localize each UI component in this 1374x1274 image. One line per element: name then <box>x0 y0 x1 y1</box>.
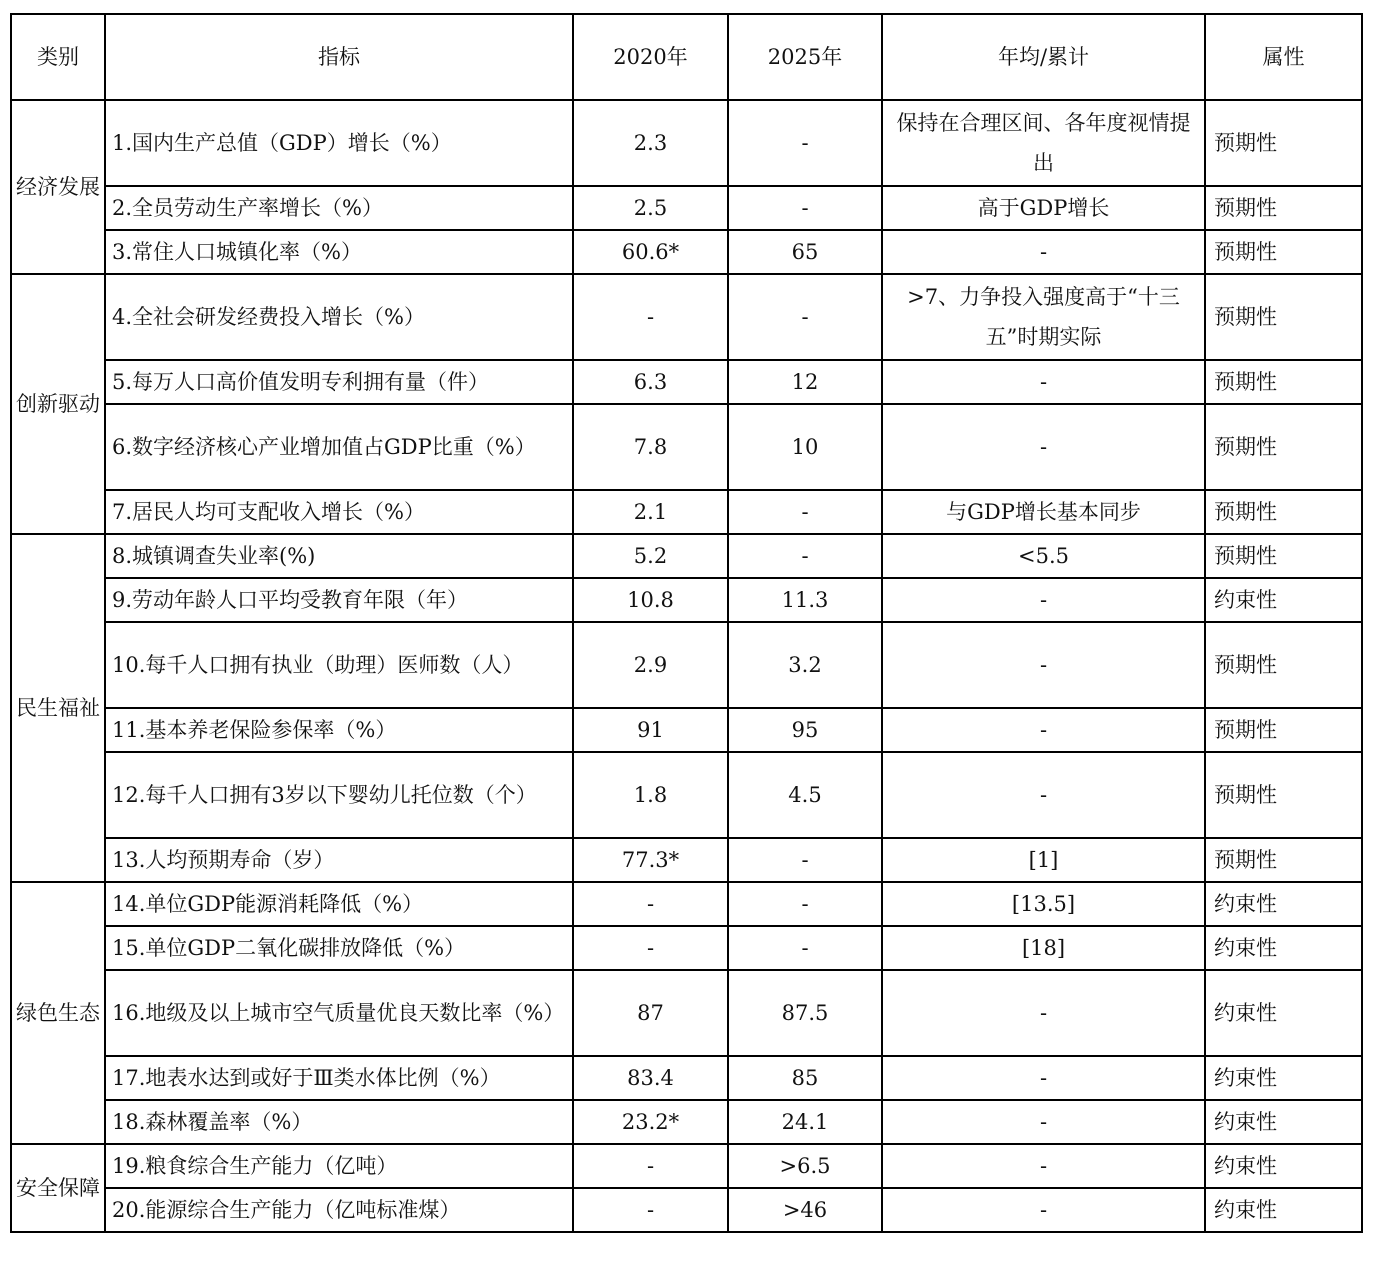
attribute-cell: 预期性 <box>1205 404 1362 490</box>
indicator-cell: 17.地表水达到或好于Ⅲ类水体比例（%） <box>105 1056 573 1100</box>
indicator-cell: 15.单位GDP二氧化碳排放降低（%） <box>105 926 573 970</box>
group-economy: 经济发展 <box>11 100 105 274</box>
indicator-cell: 4.全社会研发经费投入增长（%） <box>105 274 573 360</box>
indicator-cell: 16.地级及以上城市空气质量优良天数比率（%） <box>105 970 573 1056</box>
value-2020: 5.2 <box>573 534 728 578</box>
value-2025: 95 <box>728 708 882 752</box>
indicator-cell: 20.能源综合生产能力（亿吨标准煤） <box>105 1188 573 1232</box>
header-indicator: 指标 <box>105 14 573 100</box>
value-2020: 91 <box>573 708 728 752</box>
indicator-cell: 14.单位GDP能源消耗降低（%） <box>105 882 573 926</box>
value-2025: 24.1 <box>728 1100 882 1144</box>
indicator-cell: 3.常住人口城镇化率（%） <box>105 230 573 274</box>
value-2020: 60.6* <box>573 230 728 274</box>
table-row <box>11 926 1362 970</box>
annual-cumulative-cell: 与GDP增长基本同步 <box>882 490 1205 534</box>
attribute-cell: 约束性 <box>1205 1144 1362 1188</box>
table-row <box>11 708 1362 752</box>
value-2025: 4.5 <box>728 752 882 838</box>
header-row <box>11 14 1362 100</box>
indicator-cell: 18.森林覆盖率（%） <box>105 1100 573 1144</box>
attribute-cell: 预期性 <box>1205 230 1362 274</box>
group-green: 绿色生态 <box>11 882 105 1144</box>
attribute-cell: 预期性 <box>1205 186 1362 230</box>
attribute-cell: 约束性 <box>1205 1056 1362 1100</box>
value-2020: 10.8 <box>573 578 728 622</box>
group-innovation: 创新驱动 <box>11 274 105 534</box>
annual-cumulative-cell: - <box>882 404 1205 490</box>
value-2025: 12 <box>728 360 882 404</box>
attribute-cell: 预期性 <box>1205 708 1362 752</box>
annual-cumulative-cell: - <box>882 1144 1205 1188</box>
value-2020: 2.5 <box>573 186 728 230</box>
table-row <box>11 230 1362 274</box>
table-row <box>11 752 1362 838</box>
group-welfare: 民生福祉 <box>11 534 105 882</box>
attribute-cell: 约束性 <box>1205 1100 1362 1144</box>
value-2020: - <box>573 274 728 360</box>
value-2020: - <box>573 926 728 970</box>
value-2020: 7.8 <box>573 404 728 490</box>
indicator-cell: 6.数字经济核心产业增加值占GDP比重（%） <box>105 404 573 490</box>
value-2020: 23.2* <box>573 1100 728 1144</box>
attribute-cell: 约束性 <box>1205 882 1362 926</box>
annual-cumulative-cell: [13.5] <box>882 882 1205 926</box>
table-row <box>11 1100 1362 1144</box>
attribute-cell: 预期性 <box>1205 622 1362 708</box>
attribute-cell: 约束性 <box>1205 1188 1362 1232</box>
attribute-cell: 约束性 <box>1205 926 1362 970</box>
header-attribute: 属性 <box>1205 14 1362 100</box>
value-2025: - <box>728 186 882 230</box>
value-2025: 10 <box>728 404 882 490</box>
table-row <box>11 404 1362 490</box>
annual-cumulative-cell: - <box>882 1188 1205 1232</box>
header-2025: 2025年 <box>728 14 882 100</box>
value-2025: 65 <box>728 230 882 274</box>
value-2025: - <box>728 490 882 534</box>
value-2020: 1.8 <box>573 752 728 838</box>
annual-cumulative-cell: [18] <box>882 926 1205 970</box>
value-2020: 2.9 <box>573 622 728 708</box>
value-2025: - <box>728 926 882 970</box>
value-2020: 83.4 <box>573 1056 728 1100</box>
table-row <box>11 186 1362 230</box>
attribute-cell: 预期性 <box>1205 752 1362 838</box>
attribute-cell: 约束性 <box>1205 970 1362 1056</box>
indicator-table <box>10 13 1363 1233</box>
annual-cumulative-cell: - <box>882 970 1205 1056</box>
attribute-cell: 预期性 <box>1205 100 1362 186</box>
table-row <box>11 100 1362 186</box>
value-2020: - <box>573 1188 728 1232</box>
value-2025: - <box>728 838 882 882</box>
table-row <box>11 622 1362 708</box>
table-row <box>11 360 1362 404</box>
indicator-cell: 7.居民人均可支配收入增长（%） <box>105 490 573 534</box>
table-row <box>11 1144 1362 1188</box>
value-2020: 87 <box>573 970 728 1056</box>
indicator-cell: 1.国内生产总值（GDP）增长（%） <box>105 100 573 186</box>
table-row <box>11 534 1362 578</box>
attribute-cell: 预期性 <box>1205 838 1362 882</box>
value-2025: - <box>728 100 882 186</box>
indicator-cell: 2.全员劳动生产率增长（%） <box>105 186 573 230</box>
annual-cumulative-cell: >7、力争投入强度高于“十三五”时期实际 <box>882 274 1205 360</box>
value-2025: 11.3 <box>728 578 882 622</box>
value-2020: 2.1 <box>573 490 728 534</box>
value-2025: >6.5 <box>728 1144 882 1188</box>
annual-cumulative-cell: [1] <box>882 838 1205 882</box>
value-2025: 85 <box>728 1056 882 1100</box>
value-2025: 87.5 <box>728 970 882 1056</box>
table-row <box>11 490 1362 534</box>
header-2020: 2020年 <box>573 14 728 100</box>
annual-cumulative-cell: 高于GDP增长 <box>882 186 1205 230</box>
value-2020: - <box>573 1144 728 1188</box>
indicator-cell: 5.每万人口高价值发明专利拥有量（件） <box>105 360 573 404</box>
annual-cumulative-cell: - <box>882 230 1205 274</box>
annual-cumulative-cell: - <box>882 360 1205 404</box>
indicator-cell: 11.基本养老保险参保率（%） <box>105 708 573 752</box>
indicator-cell: 9.劳动年龄人口平均受教育年限（年） <box>105 578 573 622</box>
table-row <box>11 1056 1362 1100</box>
value-2025: - <box>728 882 882 926</box>
annual-cumulative-cell: - <box>882 1056 1205 1100</box>
value-2020: - <box>573 882 728 926</box>
indicator-cell: 8.城镇调查失业率(%) <box>105 534 573 578</box>
attribute-cell: 预期性 <box>1205 274 1362 360</box>
indicator-cell: 12.每千人口拥有3岁以下婴幼儿托位数（个） <box>105 752 573 838</box>
table-row <box>11 838 1362 882</box>
annual-cumulative-cell: 保持在合理区间、各年度视情提出 <box>882 100 1205 186</box>
attribute-cell: 预期性 <box>1205 360 1362 404</box>
value-2020: 2.3 <box>573 100 728 186</box>
header-annual-cumulative: 年均/累计 <box>882 14 1205 100</box>
annual-cumulative-cell: - <box>882 622 1205 708</box>
value-2025: - <box>728 274 882 360</box>
attribute-cell: 预期性 <box>1205 490 1362 534</box>
value-2025: - <box>728 534 882 578</box>
header-category: 类别 <box>11 14 105 100</box>
value-2020: 77.3* <box>573 838 728 882</box>
group-security: 安全保障 <box>11 1144 105 1232</box>
annual-cumulative-cell: - <box>882 752 1205 838</box>
table-row <box>11 578 1362 622</box>
indicator-cell: 10.每千人口拥有执业（助理）医师数（人） <box>105 622 573 708</box>
attribute-cell: 预期性 <box>1205 534 1362 578</box>
value-2020: 6.3 <box>573 360 728 404</box>
annual-cumulative-cell: - <box>882 1100 1205 1144</box>
table-row <box>11 882 1362 926</box>
value-2025: >46 <box>728 1188 882 1232</box>
indicator-table-container <box>10 13 1363 1233</box>
value-2025: 3.2 <box>728 622 882 708</box>
annual-cumulative-cell: - <box>882 578 1205 622</box>
table-row <box>11 1188 1362 1232</box>
table-row <box>11 274 1362 360</box>
table-row <box>11 970 1362 1056</box>
annual-cumulative-cell: - <box>882 708 1205 752</box>
indicator-cell: 19.粮食综合生产能力（亿吨） <box>105 1144 573 1188</box>
annual-cumulative-cell: <5.5 <box>882 534 1205 578</box>
indicator-cell: 13.人均预期寿命（岁） <box>105 838 573 882</box>
attribute-cell: 约束性 <box>1205 578 1362 622</box>
